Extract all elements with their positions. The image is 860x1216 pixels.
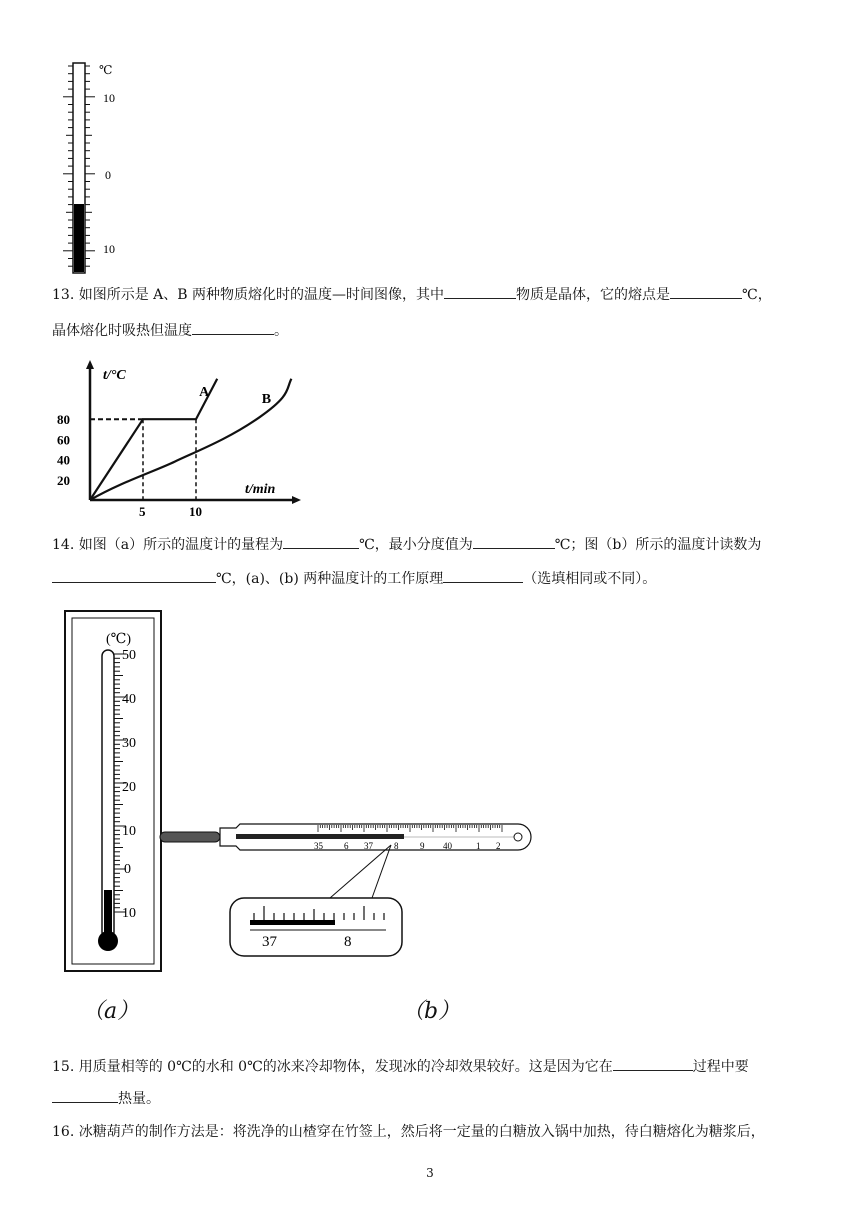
chart-x-tick-label: 10 bbox=[189, 504, 202, 519]
q13-blank-3[interactable] bbox=[192, 320, 274, 335]
q14-text-3: ℃；图（b）所示的温度计读数为 bbox=[554, 537, 762, 553]
q15-blank-2[interactable] bbox=[52, 1088, 118, 1103]
q16-number: 16. bbox=[52, 1124, 75, 1140]
thermo-top-label-neg10: 10 bbox=[103, 242, 115, 256]
chart-y-tick-label: 20 bbox=[57, 472, 70, 488]
thermometer-top-figure bbox=[55, 58, 145, 278]
q15-text-3: 热量。 bbox=[118, 1091, 160, 1107]
question-15-line-2 bbox=[52, 1088, 160, 1109]
q15-number: 15. bbox=[52, 1059, 75, 1075]
thermo-a-unit: (℃) bbox=[106, 632, 131, 647]
question-13-line-2 bbox=[52, 320, 288, 341]
thermometer-b-figure bbox=[158, 820, 538, 960]
thermo-top-label-0: 0 bbox=[105, 168, 111, 182]
q14-text-1: 如图（a）所示的温度计的量程为 bbox=[78, 537, 284, 553]
question-13 bbox=[52, 284, 772, 305]
question-16 bbox=[52, 1122, 765, 1142]
q14-text-2: ℃，最小分度值为 bbox=[359, 537, 473, 553]
q14-text-4: ℃，(a)、(b) 两种温度计的工作原理 bbox=[216, 571, 444, 587]
thermo-a-label-40: 40 bbox=[122, 692, 136, 707]
q14-blank-4[interactable] bbox=[443, 568, 523, 583]
chart-y-tick-label: 40 bbox=[57, 452, 70, 468]
chart-ylabel: t/°C bbox=[103, 368, 126, 383]
thermo-a-label-30: 30 bbox=[122, 736, 136, 751]
thermo-b-label-9: 9 bbox=[420, 841, 425, 851]
q13-number: 13. bbox=[52, 287, 75, 303]
q14-blank-1[interactable] bbox=[283, 534, 359, 549]
q13-text-4: 晶体熔化时吸热但温度 bbox=[52, 323, 192, 339]
thermometer-a-figure bbox=[64, 610, 164, 974]
thermo-a-label-20: 20 bbox=[122, 780, 136, 795]
chart-xlabel: t/min bbox=[245, 482, 276, 497]
q13-text-3: ℃， bbox=[742, 287, 772, 303]
q14-text-5: （选填相同或不同）。 bbox=[523, 571, 657, 587]
q14-blank-2[interactable] bbox=[473, 534, 555, 549]
question-14 bbox=[52, 534, 761, 555]
q13-text-1: 如图所示是 A、B 两种物质熔化时的温度—时间图像，其中 bbox=[78, 287, 445, 303]
q14-blank-3[interactable] bbox=[52, 568, 216, 583]
q16-text-1: 冰糖葫芦的制作方法是：将洗净的山楂穿在竹签上，然后将一定量的白糖放入锅中加热，待白糖熔化为糖浆后， bbox=[78, 1124, 765, 1140]
chart-y-tick-label: 60 bbox=[57, 432, 70, 448]
thermo-b-label-2: 2 bbox=[496, 841, 501, 851]
thermo-b-label-37: 37 bbox=[364, 841, 373, 851]
caption-b: （b） bbox=[402, 999, 461, 1024]
chart-series-label-B: B bbox=[261, 392, 272, 408]
chart-y-tick-label: 80 bbox=[57, 412, 70, 428]
chart-series-A bbox=[90, 379, 217, 500]
thermo-b-label-8: 8 bbox=[394, 841, 399, 851]
q13-blank-2[interactable] bbox=[670, 284, 742, 299]
melting-chart bbox=[55, 355, 305, 520]
zoom-label-37: 37 bbox=[262, 934, 277, 950]
thermo-a-label-neg10: 10 bbox=[122, 906, 136, 921]
question-15 bbox=[52, 1056, 749, 1077]
q15-text-1: 用质量相等的 0℃的水和 0℃的冰来冷却物体，发现冰的冷却效果较好。这是因为它在 bbox=[78, 1059, 613, 1075]
chart-x-tick-label: 5 bbox=[139, 504, 146, 519]
thermo-top-unit: ℃ bbox=[99, 63, 113, 77]
thermo-b-label-1: 1 bbox=[476, 841, 481, 851]
thermo-b-label-40: 40 bbox=[443, 841, 452, 851]
thermo-a-label-10: 10 bbox=[122, 824, 136, 839]
question-14-line-2 bbox=[52, 568, 656, 589]
q15-blank-1[interactable] bbox=[613, 1056, 693, 1071]
thermo-a-label-50: 50 bbox=[122, 648, 136, 663]
caption-a: （a） bbox=[82, 999, 140, 1024]
thermo-b-label-6: 6 bbox=[344, 841, 349, 851]
q13-blank-1[interactable] bbox=[444, 284, 516, 299]
q15-text-2: 过程中要 bbox=[692, 1059, 749, 1075]
thermo-a-label-0: 0 bbox=[124, 862, 131, 877]
thermo-top-label-10: 10 bbox=[103, 91, 115, 105]
q13-text-5: 。 bbox=[274, 323, 288, 339]
page-number: 3 bbox=[426, 1166, 434, 1180]
chart-series-label-A: A bbox=[199, 384, 210, 400]
q13-text-2: 物质是晶体，它的熔点是 bbox=[516, 287, 671, 303]
q14-number: 14. bbox=[52, 537, 75, 553]
zoom-label-8: 8 bbox=[344, 934, 352, 950]
thermo-b-label-35: 35 bbox=[314, 841, 323, 851]
